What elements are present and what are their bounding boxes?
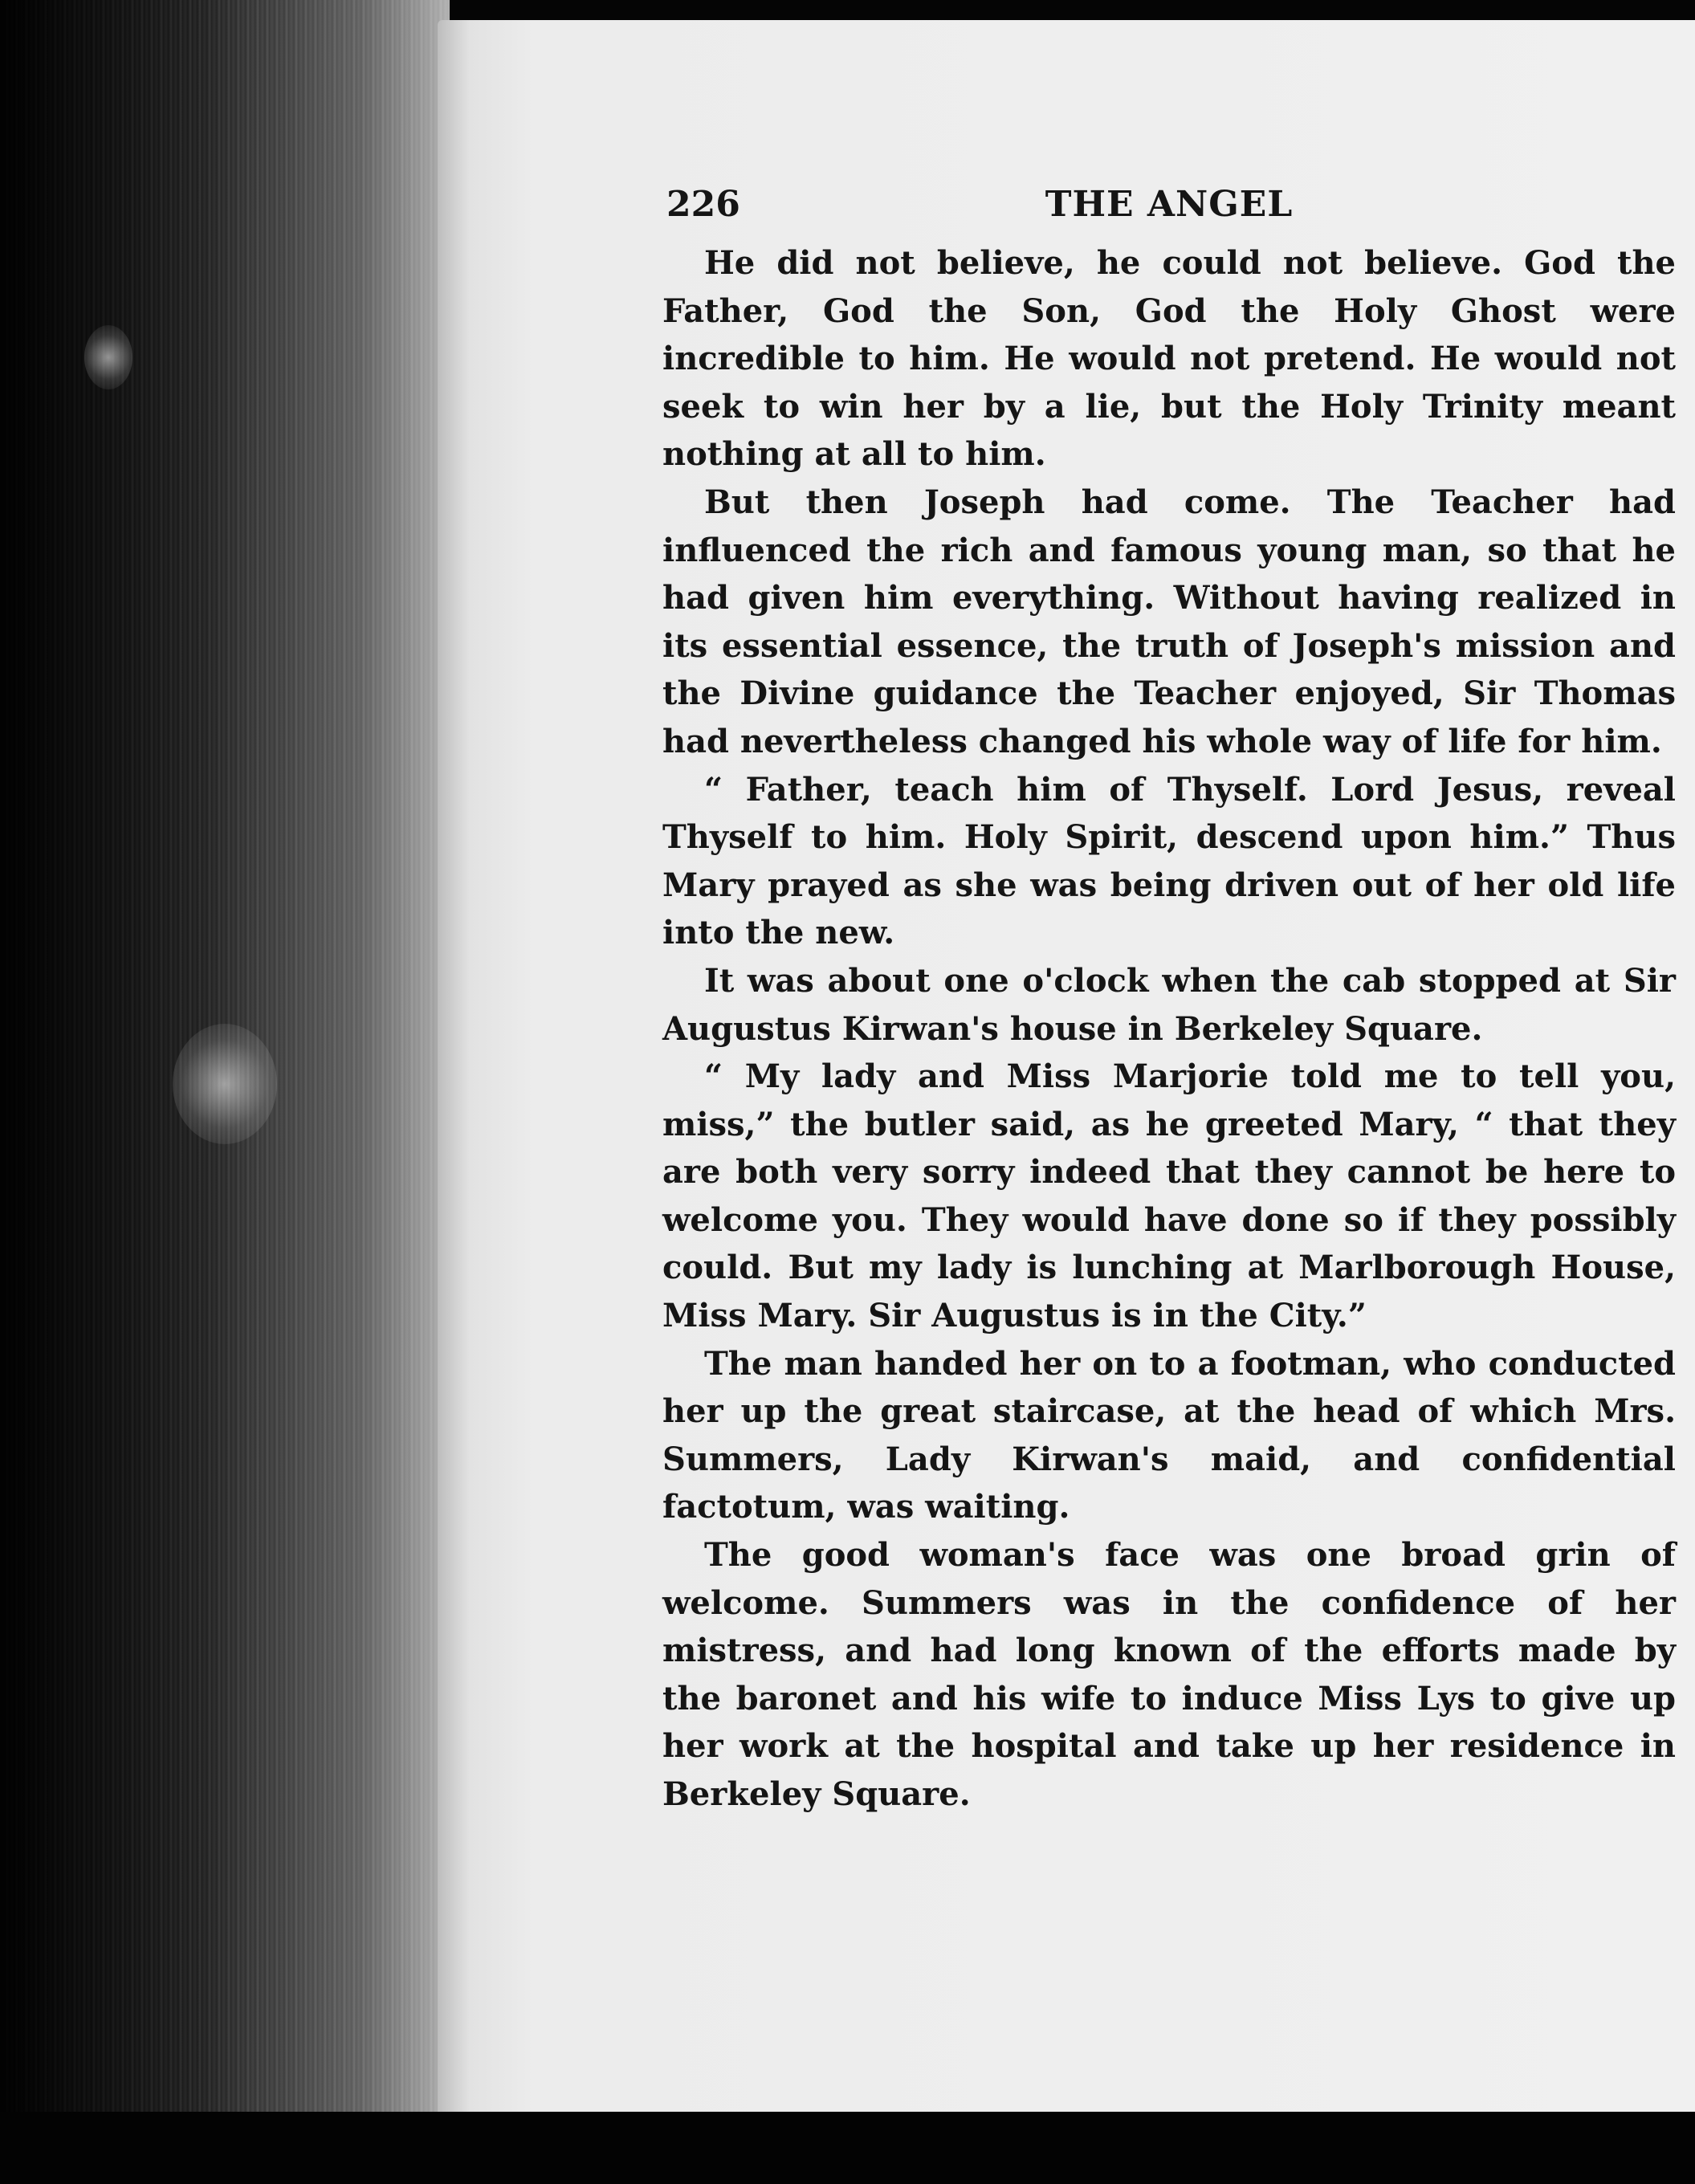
running-title: THE ANGEL — [1045, 184, 1294, 225]
page-number: 226 — [666, 184, 740, 225]
scan-smudge — [84, 325, 132, 389]
page-header — [662, 177, 1676, 233]
paragraph: It was about one o'clock when the cab stopped at Sir Augustus Kirwan's house in Berkeley Square. — [662, 961, 1676, 1048]
paragraph: But then Joseph had come. The Teacher had influenced the rich and famous young man, so that he had given him everything. Without having realized in its essential essence, the truth of Joseph's mission and the Divine guidance the Teacher enjoyed, Sir Thomas had nevertheless changed his whole way of life for him. — [662, 483, 1676, 760]
paragraph: The good woman's face was one broad grin of welcome. Summers was in the confidence of her mistress, and had long known of the efforts made by the baronet and his wife to induce Miss Lys to give up her work at the hospital and take up her residence in Berkeley Square. — [662, 1536, 1676, 1813]
paragraph: He did not believe, he could not believe. God the Father, God the Son, God the Holy Ghost were incredible to him. He would not pretend. He would not seek to win her by a lie, but the Holy Trinity meant nothing at all to him. — [662, 244, 1676, 474]
paragraph: “ My lady and Miss Marjorie told me to tell you, miss,” the butler said, as he greeted Mary, “ that they are both very sorry indeed that they cannot be here to welcome you. They would have done so if they possibly could. But my lady is lunching at Marlborough House, Miss Mary. Sir Augustus is in the City.” — [662, 1057, 1676, 1335]
scan-smudge — [173, 1024, 277, 1144]
body-text — [662, 239, 1676, 1819]
page-content — [662, 177, 1676, 1819]
paragraph: “ Father, teach him of Thyself. Lord Jesus, reveal Thyself to him. Holy Spirit, descend upon him.” Thus Mary prayed as she was being driven out of her old life into the new. — [662, 770, 1676, 952]
paragraph: The man handed her on to a footman, who conducted her up the great staircase, at the head of which Mrs. Summers, Lady Kirwan's maid, and confidential factotum, was waiting. — [662, 1344, 1676, 1526]
bottom-shadow — [0, 2112, 1695, 2184]
